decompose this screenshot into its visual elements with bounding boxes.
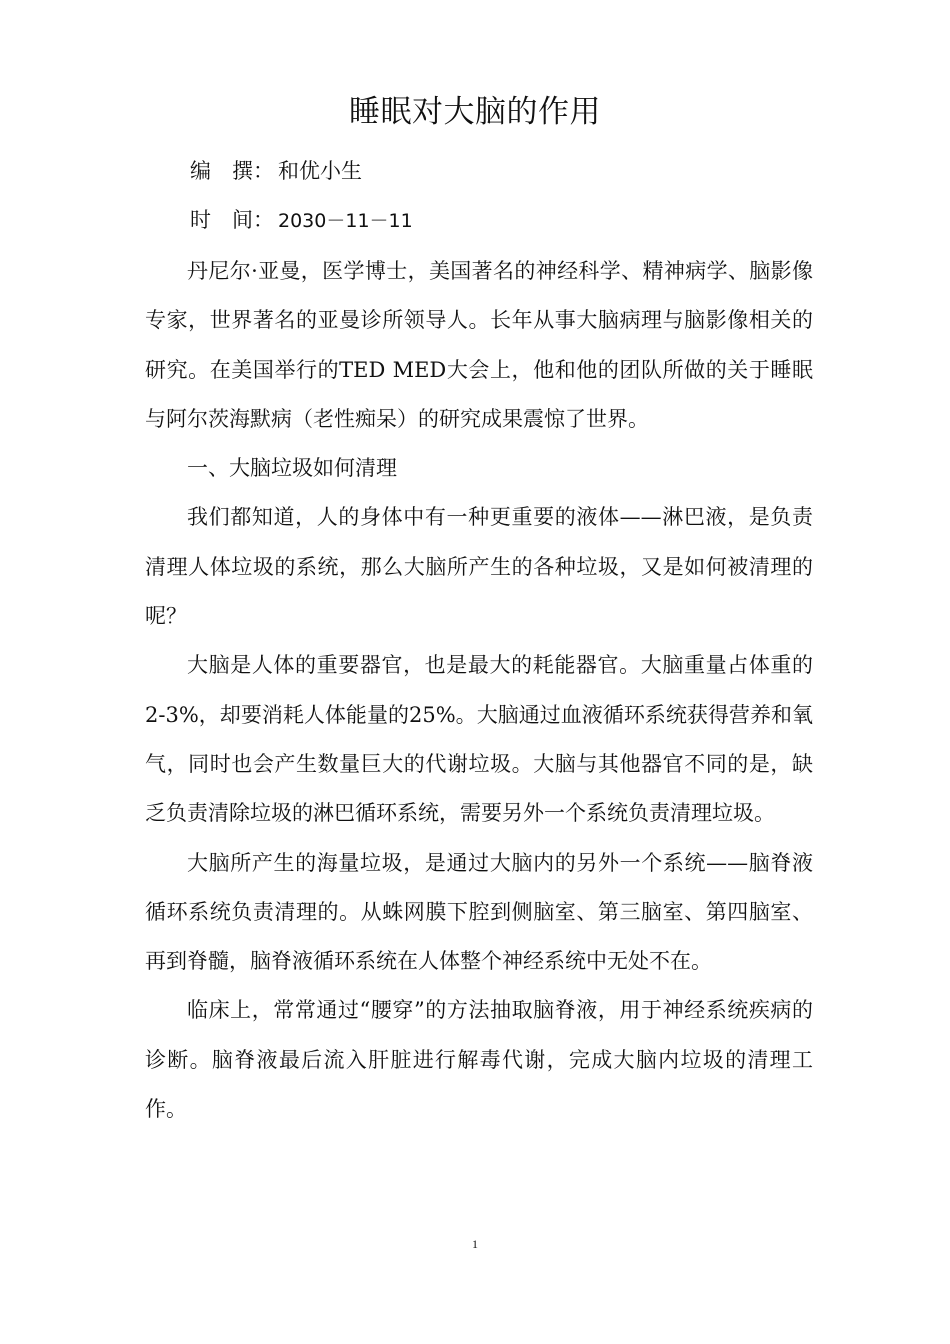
paragraph-csf-system: 大脑所产生的海量垃圾，是通过大脑内的另外一个系统——脑脊液循环系统负责清理的。从蛛网膜下腔到侧脑室、第三脑室、第四脑室、再到脊髓，脑脊液循环系统在人体整个神经系统中无处不在。 <box>145 850 813 974</box>
section-heading: 一、大脑垃圾如何清理 <box>187 456 397 481</box>
article-body <box>145 247 813 1134</box>
paragraph-brain-energy: 大脑是人体的重要器官，也是最大的耗能器官。大脑重量占体重的2-3%，却要消耗人体能量的25%。大脑通过血液循环系统获得营养和氧气，同时也会产生数量巨大的代谢垃圾。大脑与其他器官不同的是，缺乏负责清除垃圾的淋巴循环系统，需要另外一个系统负责清理垃圾。 <box>145 653 813 826</box>
author-label: 编 撰： <box>190 159 274 183</box>
document-title: 睡眠对大脑的作用 <box>349 94 601 130</box>
author-name: 和优小生 <box>278 159 362 183</box>
author-line <box>190 156 362 186</box>
time-value: 2030－11－11 <box>278 210 413 232</box>
time-label: 时 间： <box>190 208 274 232</box>
time-line <box>190 205 413 236</box>
paragraph-intro: 丹尼尔·亚曼，医学博士，美国著名的神经科学、精神病学、脑影像专家，世界著名的亚曼诊所领导人。长年从事大脑病理与脑影像相关的研究。在美国举行的TED MED大会上，他和他的团队所做的关于睡眠与阿尔茨海默病（老性痴呆）的研究成果震惊了世界。 <box>145 259 813 431</box>
paragraph-lymph: 我们都知道，人的身体中有一种更重要的液体——淋巴液，是负责清理人体垃圾的系统，那么大脑所产生的各种垃圾，又是如何被清理的呢？ <box>145 505 813 629</box>
page-number: 1 <box>472 1237 478 1251</box>
paragraph-clinical: 临床上，常常通过“腰穿”的方法抽取脑脊液，用于神经系统疾病的诊断。脑脊液最后流入肝脏进行解毒代谢，完成大脑内垃圾的清理工作。 <box>145 998 813 1122</box>
